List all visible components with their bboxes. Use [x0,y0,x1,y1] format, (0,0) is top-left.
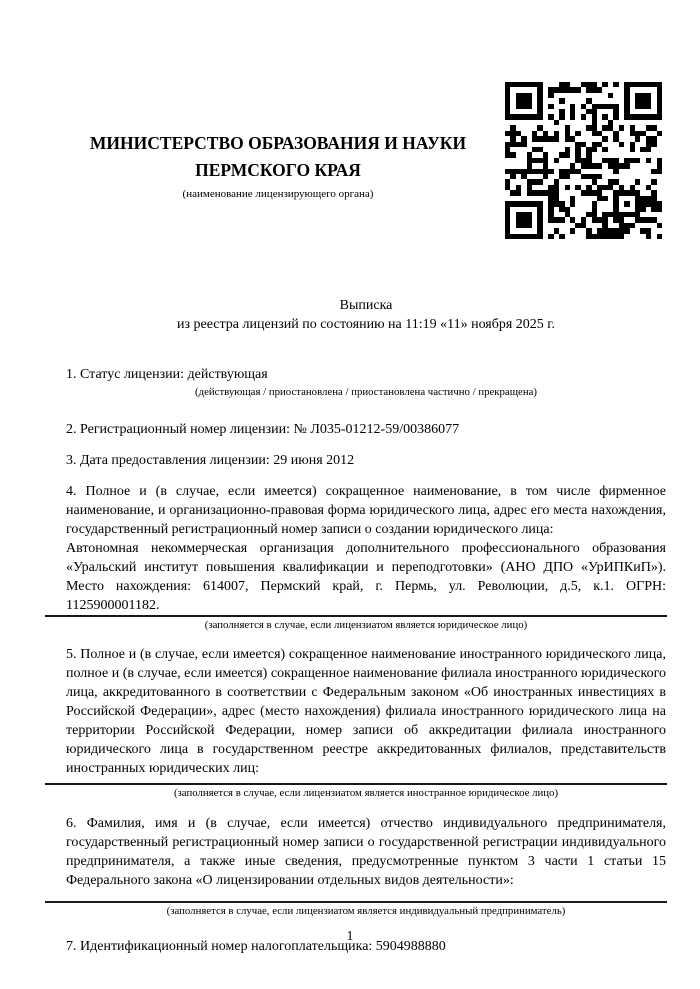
foreign-entity-caption: (заполняется в случае, если лицензиатом является иностранное юридическое лицо) [173,787,559,799]
foreign-entity-fill-line [45,783,667,785]
page-number: 1 [346,928,354,943]
qr-code-icon [505,82,662,239]
item-grant-date: 3. Дата предоставления лицензии: 29 июня 2012 [66,453,355,468]
legal-entity-caption: (заполняется в случае, если лицензиатом является юридическое лицо) [204,619,528,631]
item-legal-entity-label: 4. Полное и (в случае, если имеется) сокращенное наименование, в том числе фирменное наименование, и организационно-правовая форма юридического лица, адрес его места нахождения, государственный регистрационный номер записи о создании юридического лица: [66,484,666,537]
item-foreign-entity-label: 5. Полное и (в случае, если имеется) сокращенное наименование иностранного юридического лица, полное и (в случае, если имеется) сокращенное наименование филиала иностранного юридического лица, аккредитованного в соответствии с Федеральным законом «Об иностранных инвестициях в Российской Федерации», адрес (место нахождения) филиала иностранного юридического лица на территории Российской Федерации, номер записи об аккредитации филиала иностранного юридического лица в государственном реестре аккредитованных филиалов, представительств иностранных юридических лиц: [66,647,666,776]
document-title-line1: Выписка [339,298,393,313]
document-title-line2: из реестра лицензий по состоянию на 11:19 «11» ноября 2025 г. [177,317,555,332]
ministry-name [64,130,492,184]
document-body [66,296,666,956]
item-registration-number: 2. Регистрационный номер лицензии: № Л035-01212-59/00386077 [66,422,460,437]
ministry-header [64,130,492,201]
document-title [66,296,666,334]
item-individual-entrepreneur-label: 6. Фамилия, имя и (в случае, если имеется) отчество индивидуального предпринимателя, государственный регистрационный номер записи о государственной регистрации индивидуального предпринимателя, а также иные сведения, предусмотренные пунктом 3 части 1 статьи 15 Федерального закона «О лицензировании отдельных видов деятельности»: [66,816,666,888]
item-legal-entity-value: Автономная некоммерческая организация дополнительного профессионального образования «Уральский институт повышения квалификации и переподготовки» (АНО ДПО «УрИПКиП»). Место нахождения: 614007, Пермский край, г. Пермь, ул. Революции, д.5, к.1. ОГРН: 1125900001182. [66,541,666,613]
item-inn: 7. Идентификационный номер налогоплательщика: 5904988880 [66,939,446,954]
ministry-caption: (наименование лицензирующего органа) [182,188,374,200]
item-license-status: 1. Статус лицензии: действующая [66,367,268,382]
individual-entrepreneur-caption: (заполняется в случае, если лицензиатом является индивидуальный предприниматель) [166,905,566,917]
individual-entrepreneur-fill-line [45,901,667,903]
ministry-name-line2: ПЕРМСКОГО КРАЯ [195,160,361,180]
license-status-caption: (действующая / приостановлена / приостановлена частично / прекращена) [195,386,537,398]
ministry-name-line1: МИНИСТЕРСТВО ОБРАЗОВАНИЯ И НАУКИ [89,133,467,153]
legal-entity-fill-line [45,615,667,617]
